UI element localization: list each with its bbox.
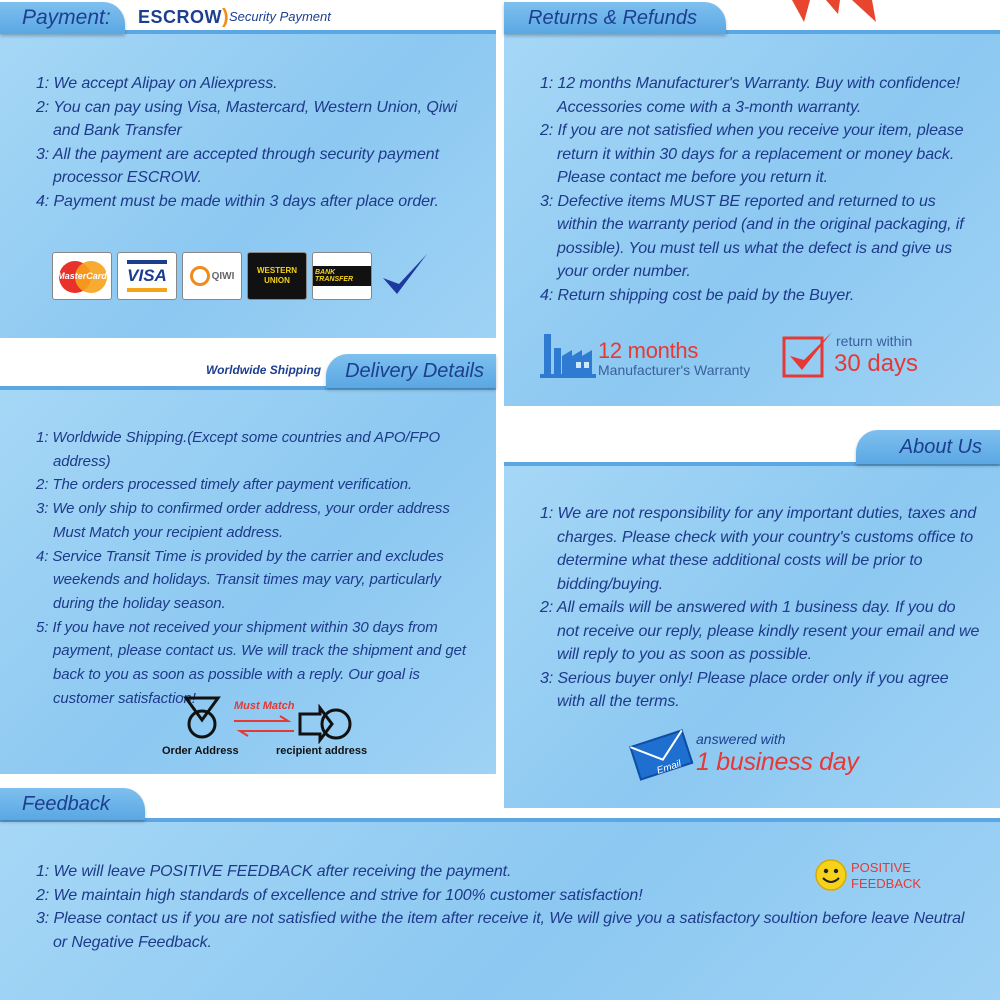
return-small-text: return within bbox=[836, 333, 913, 349]
qiwi-circle-icon bbox=[190, 266, 210, 286]
list-item: 4: Service Transit Time is provided by the carrier and excludes weekends and holidays. Transit times may vary, particularly during the holiday season. bbox=[36, 547, 444, 612]
worldwide-shipping-label: Worldwide Shipping bbox=[206, 363, 322, 377]
about-title: About Us bbox=[899, 435, 982, 458]
payment-title: Payment: bbox=[22, 6, 111, 29]
list-item: 1: 12 months Manufacturer's Warranty. Buy with confidence! Accessories come with a 3-month warranty. bbox=[540, 75, 960, 116]
list-item: 3: We only ship to confirmed order address, your order address Must Match your recipient address. bbox=[36, 500, 450, 541]
returns-tab bbox=[504, 2, 726, 34]
list-item: 4: Payment must be made within 3 days after place order. bbox=[36, 192, 439, 210]
security-payment-label: Security Payment bbox=[229, 9, 331, 24]
decorative-red-arrows bbox=[780, 0, 900, 28]
list-item: 3: Please contact us if you are not satisfied withe the item after receive it, We will give you a satisfactory soultion before leave Neutral or Negative Feedback. bbox=[36, 910, 965, 951]
qiwi-logo: QIWI bbox=[182, 252, 242, 300]
feedback-strip bbox=[0, 818, 1000, 822]
returns-title: Returns & Refunds bbox=[528, 6, 697, 29]
mastercard-logo: MasterCard bbox=[52, 252, 112, 300]
list-item: 2: You can pay using Visa, Mastercard, Western Union, Qiwi and Bank Transfer bbox=[36, 98, 458, 139]
list-item: 1: We will leave POSITIVE FEEDBACK after receiving the payment. bbox=[36, 863, 512, 880]
recipient-address-icon bbox=[298, 704, 354, 744]
delivery-tab bbox=[326, 354, 496, 388]
list-item: 3: All the payment are accepted through security payment processor ESCROW. bbox=[36, 145, 439, 186]
payment-list bbox=[36, 72, 476, 213]
answered-with-label: answered with bbox=[696, 731, 786, 747]
must-match-label: Must Match bbox=[234, 700, 295, 712]
recipient-address-label: recipient address bbox=[276, 745, 368, 757]
return-check-icon bbox=[780, 328, 836, 384]
business-day-label: 1 business day bbox=[696, 748, 859, 776]
delivery-list bbox=[36, 426, 476, 710]
positive-feedback-badge bbox=[851, 860, 921, 892]
list-item: 1: We accept Alipay on Aliexpress. bbox=[36, 75, 278, 92]
list-item: 3: Defective items MUST BE reported and returned to us within the warranty period (and in the original packaging, if possible). You must tell us what the defect is and give us your order number. bbox=[540, 192, 964, 280]
about-list bbox=[540, 502, 980, 714]
exchange-arrows-icon bbox=[232, 714, 296, 738]
escrow-logo: ESCROW) bbox=[138, 6, 230, 28]
western-union-logo: WESTERN UNION bbox=[247, 252, 307, 300]
returns-list bbox=[540, 72, 965, 307]
list-item: 1: Worldwide Shipping.(Except some countries and APO/FPO address) bbox=[36, 429, 441, 470]
list-item: 2: The orders processed timely after payment verification. bbox=[36, 476, 413, 494]
payment-tab bbox=[0, 2, 125, 34]
order-address-label: Order Address bbox=[162, 745, 239, 757]
list-item: 2: We maintain high standards of excellence and strive for 100% customer satisfaction! bbox=[36, 886, 643, 904]
list-item: 2: All emails will be answered with 1 business day. If you do not receive our reply, please kindly resent your email and we will reply to you as soon as possible. bbox=[540, 599, 980, 663]
badge-line-2: FEEDBACK bbox=[851, 876, 922, 891]
payment-cards bbox=[52, 252, 431, 300]
list-item: 2: If you are not satisfied when you receive your item, please return it within 30 days for a replacement or money back. Please contact me before you return it. bbox=[540, 122, 964, 186]
visa-logo: VISA bbox=[117, 252, 177, 300]
feedback-title: Feedback bbox=[22, 792, 110, 815]
check-icon bbox=[379, 250, 431, 302]
order-address-icon bbox=[182, 694, 222, 742]
email-icon bbox=[628, 724, 694, 784]
delivery-title: Delivery Details bbox=[345, 359, 484, 382]
return-big-text: 30 days bbox=[834, 350, 919, 377]
list-item: 4: Return shipping cost be paid by the Buyer. bbox=[540, 286, 855, 304]
warranty-big-text: 12 months bbox=[598, 338, 699, 363]
feedback-tab bbox=[0, 788, 145, 820]
warranty-small-text: Manufacturer's Warranty bbox=[598, 362, 751, 378]
list-item: 5: If you have not received your shipment within 30 days from payment, please contact us. We will track the shipment and get back to you as soon as possible with a reply. Our goal is customer satisfaction! bbox=[36, 618, 466, 707]
bank-transfer-logo: BANK TRANSFER bbox=[312, 252, 372, 300]
escrow-swoosh-icon: ) bbox=[222, 6, 230, 28]
smiley-icon bbox=[814, 858, 848, 892]
factory-icon bbox=[540, 326, 596, 380]
email-icon-label: Email bbox=[655, 758, 683, 777]
list-item: 1: We are not responsibility for any important duties, taxes and charges. Please check with your country's customs office to determine what these additional costs will be prior to bidding/buying. bbox=[540, 505, 977, 593]
badge-line-1: POSITIVE bbox=[851, 860, 911, 875]
about-tab bbox=[856, 430, 1000, 464]
list-item: 3: Serious buyer only! Please place order only if you agree with all the terms. bbox=[540, 669, 949, 710]
